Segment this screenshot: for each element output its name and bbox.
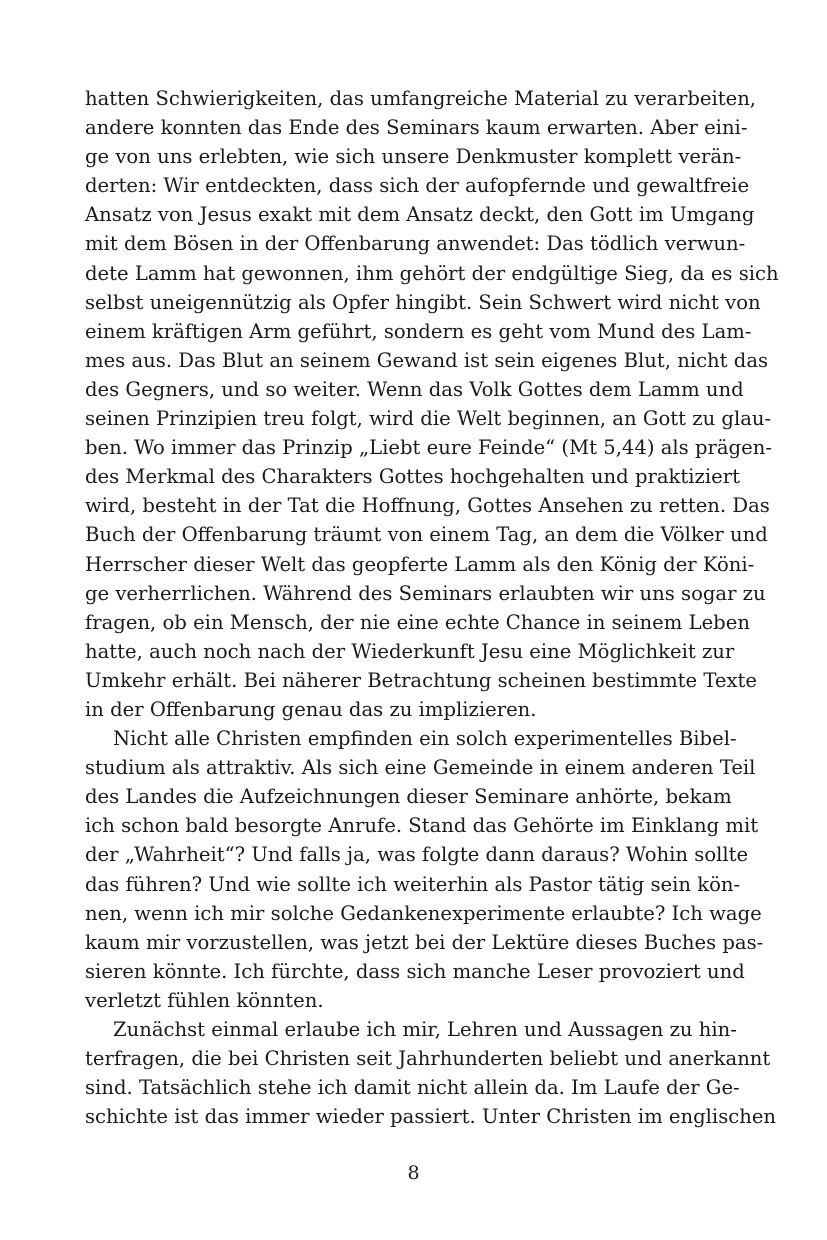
text-line: Umkehr erhält. Bei näherer Betrachtung scheinen bestimmte Texte (85, 668, 758, 692)
text-line: sieren könnte. Ich fürchte, dass sich manche Leser provoziert und (85, 959, 745, 983)
text-line: das führen? Und wie sollte ich weiterhin als Pastor tätig sein kön- (85, 872, 741, 896)
text-line: terfragen, die bei Christen seit Jahrhunderten beliebt und anerkannt (85, 1047, 771, 1071)
text-line: derten: Wir entdeckten, dass sich der aufopfernde und gewaltfreie (85, 174, 750, 198)
text-line: ben. Wo immer das Prinzip „Liebt eure Feinde“ (Mt 5,44) als prägen- (85, 436, 772, 460)
page-number: 8 (407, 1162, 420, 1184)
text-line: Herrscher dieser Welt das geopferte Lamm als den König der Köni- (85, 552, 755, 576)
text-line: des Gegners, und so weiter. Wenn das Volk Gottes dem Lamm und (85, 377, 744, 401)
text-line: andere konnten das Ende des Seminars kaum erwarten. Aber eini- (85, 116, 748, 140)
text-line: sind. Tatsächlich stehe ich damit nicht allein da. Im Laufe der Ge- (85, 1076, 740, 1100)
text-line: hatten Schwierigkeiten, das umfangreiche Material zu verarbeiten, (85, 87, 757, 110)
text-line: kaum mir vorzustellen, was jetzt bei der Lektüre dieses Buches pas- (85, 930, 764, 954)
text-line: des Landes die Aufzeichnungen dieser Seminare anhörte, bekam (85, 785, 732, 809)
text-line: studium als attraktiv. Als sich eine Gemeinde in einem anderen Teil (85, 756, 756, 780)
text-line: ge verherrlichen. Während des Seminars erlaubten wir uns sogar zu (85, 581, 766, 605)
text-line: in der Offenbarung genau das zu implizieren. (85, 697, 537, 721)
text-line: ich schon bald besorgte Anrufe. Stand das Gehörte im Einklang mit (85, 814, 759, 838)
paragraph (85, 1015, 777, 1131)
text-line: dete Lamm hat gewonnen, ihm gehört der endgültige Sieg, da es sich (85, 261, 779, 285)
text-line: mes aus. Das Blut an seinem Gewand ist sein eigenes Blut, nicht das (85, 348, 769, 372)
text-line: der „Wahrheit“? Und falls ja, was folgte dann daraus? Wohin sollte (85, 843, 749, 867)
text-line: wird, besteht in der Tat die Hoffnung, Gottes Ansehen zu retten. Das (85, 494, 770, 518)
text-line: seinen Prinzipien treu folgt, wird die Welt beginnen, an Gott zu glau- (85, 407, 772, 431)
text-line: hatte, auch noch nach der Wiederkunft Jesu eine Möglichkeit zur (85, 639, 735, 663)
text-line: ge von uns erlebten, wie sich unsere Denkmuster komplett verän- (85, 145, 742, 169)
text-line: verletzt fühlen könnten. (85, 988, 324, 1012)
text-line: fragen, ob ein Mensch, der nie eine echte Chance in seinem Leben (85, 610, 750, 634)
paragraph (85, 724, 764, 1015)
text-line: einem kräftigen Arm geführt, sondern es geht vom Mund des Lam- (85, 319, 752, 343)
text-line: nen, wenn ich mir solche Gedankenexperimente erlaubte? Ich wage (85, 901, 762, 925)
text-line: mit dem Bösen in der Offenbarung anwendet: Das tödlich verwun- (85, 232, 746, 256)
text-line: Buch der Offenbarung träumt von einem Tag, an dem die Völker und (85, 523, 768, 547)
text-line: Nicht alle Christen empfinden ein solch experimentelles Bibel- (113, 727, 737, 751)
text-line: schichte ist das immer wieder passiert. Unter Christen im englischen (85, 1105, 777, 1129)
text-line: Zunächst einmal erlaube ich mir, Lehren und Aussagen zu hin- (113, 1018, 737, 1041)
paragraph (85, 84, 779, 724)
text-line: selbst uneigennützig als Opfer hingibt. Sein Schwert wird nicht von (85, 290, 761, 314)
text-line: Ansatz von Jesus exakt mit dem Ansatz deckt, den Gott im Umgang (85, 203, 755, 227)
text-line: des Merkmal des Charakters Gottes hochgehalten und praktiziert (85, 465, 740, 489)
body-text (85, 84, 779, 1131)
